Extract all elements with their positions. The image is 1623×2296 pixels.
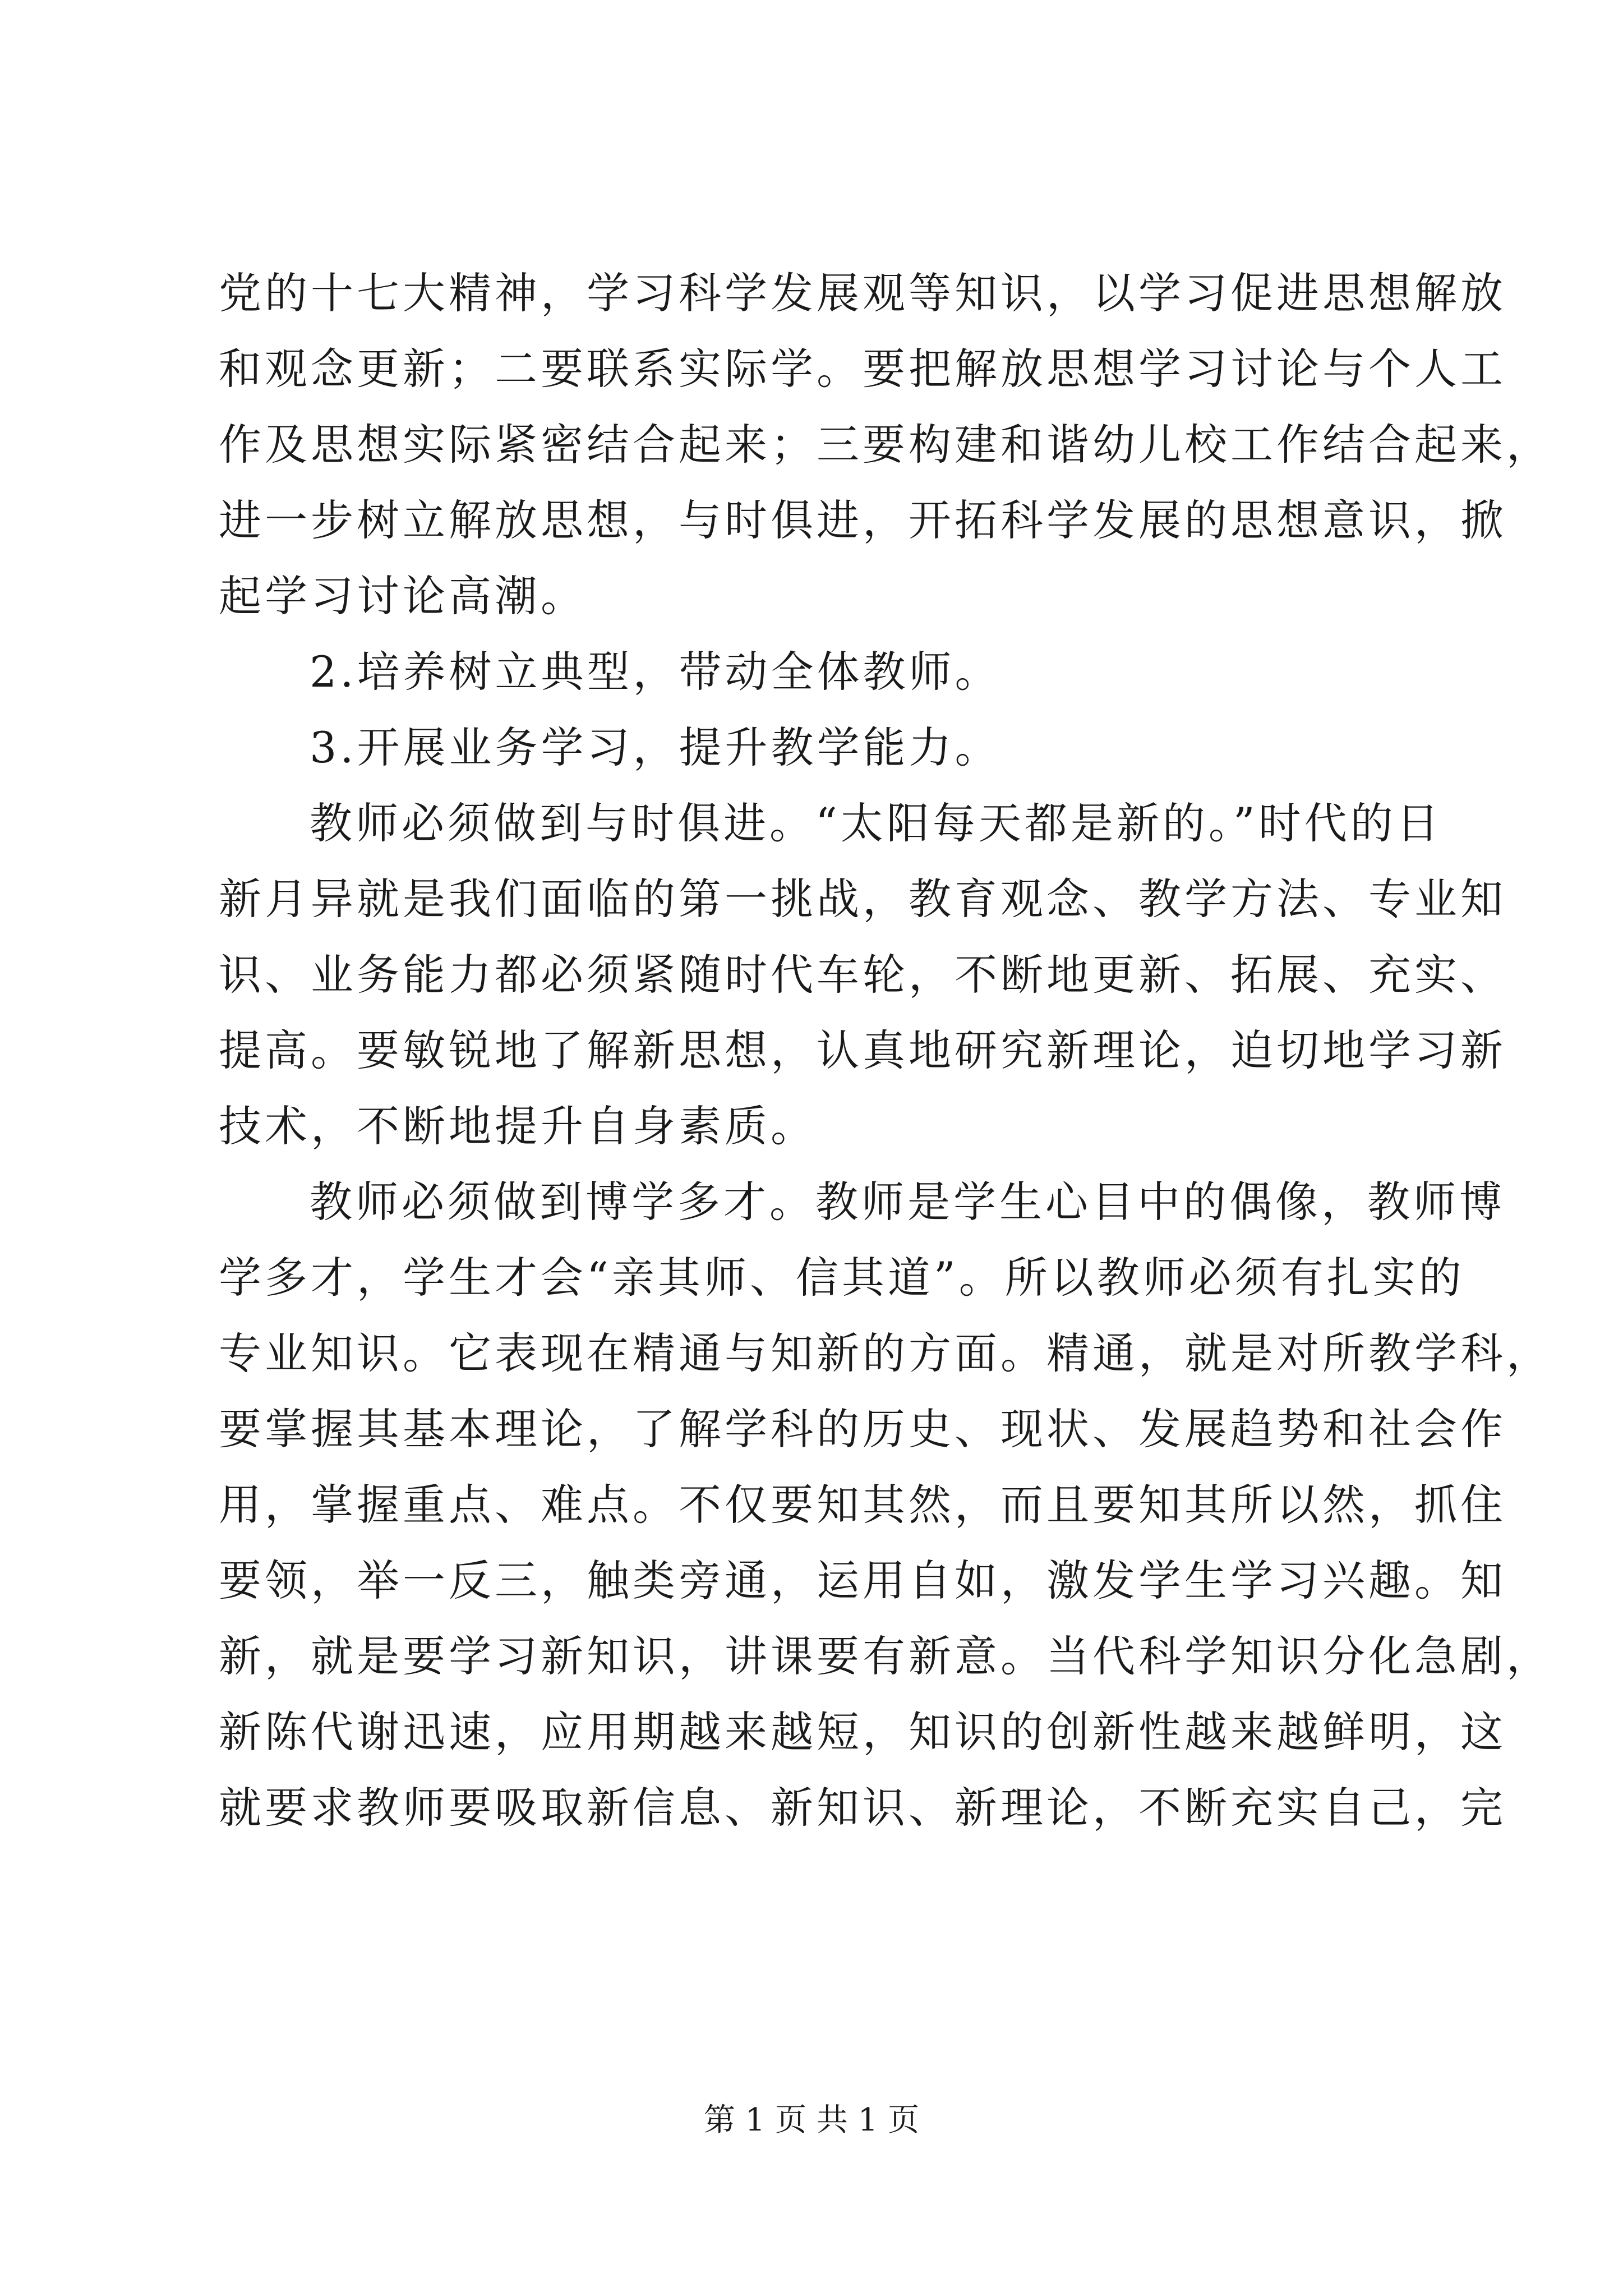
text-line: 作及思想实际紧密结合起来；三要构建和谐幼儿校工作结合起来，	[219, 420, 1552, 470]
text-line: 进一步树立解放思想，与时俱进，开拓科学发展的思想意识，掀	[219, 495, 1506, 545]
text-line: 要掌握其基本理论，了解学科的历史、现状、发展趋势和社会作	[219, 1404, 1506, 1454]
text-line: 专业知识。它表现在精通与知新的方面。精通，就是对所教学科，	[219, 1328, 1552, 1378]
text-line: 2.培养树立典型，带动全体教师。	[310, 647, 1001, 697]
document-body	[219, 255, 1552, 1846]
text-line: 就要求教师要吸取新信息、新知识、新理论，不断充实自己，完	[219, 1783, 1506, 1833]
text-line: 识、业务能力都必须紧随时代车轮，不断地更新、拓展、充实、	[219, 950, 1506, 1000]
text-line: 教师必须做到博学多才。教师是学生心目中的偶像，教师博	[310, 1177, 1505, 1227]
text-line: 新陈代谢迅速，应用期越来越短，知识的创新性越来越鲜明，这	[219, 1707, 1506, 1757]
text-line: 技术，不断地提升自身素质。	[219, 1101, 817, 1151]
text-line: 新月异就是我们面临的第一挑战，教育观念、教学方法、专业知	[219, 874, 1506, 924]
text-line: 学多才，学生才会“亲其师、信其道”。所以教师必须有扎实的	[219, 1253, 1465, 1303]
text-line: 和观念更新；二要联系实际学。要把解放思想学习讨论与个人工	[219, 344, 1506, 394]
text-line: 党的十七大精神，学习科学发展观等知识，以学习促进思想解放	[219, 268, 1506, 318]
page-footer: 第 1 页 共 1 页	[703, 2102, 920, 2138]
text-line: 3.开展业务学习，提升教学能力。	[310, 723, 1001, 772]
text-line: 新，就是要学习新知识，讲课要有新意。当代科学知识分化急剧，	[219, 1631, 1552, 1681]
text-line: 用，掌握重点、难点。不仅要知其然，而且要知其所以然，抓住	[219, 1480, 1506, 1530]
text-line: 提高。要敏锐地了解新思想，认真地研究新理论，迫切地学习新	[219, 1025, 1506, 1075]
text-line: 教师必须做到与时俱进。“太阳每天都是新的。”时代的日	[310, 798, 1442, 848]
text-line: 要领，举一反三，触类旁通，运用自如，激发学生学习兴趣。知	[219, 1556, 1506, 1605]
text-line: 起学习讨论高潮。	[219, 571, 587, 621]
